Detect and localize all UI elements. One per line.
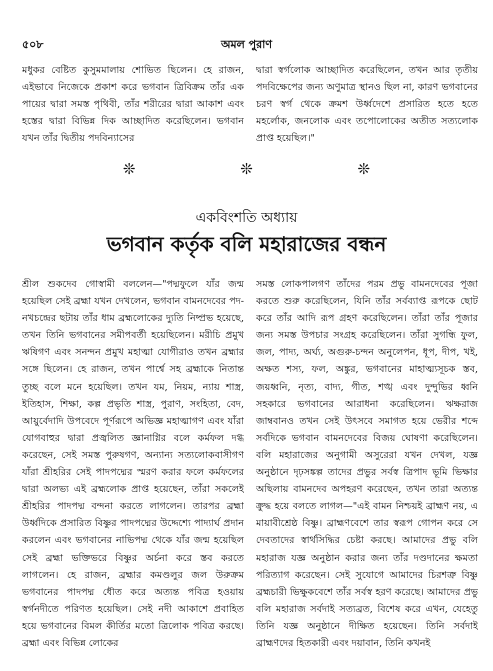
page-number: ৫০৮ xyxy=(22,38,44,51)
chapter-number: একবিংশতি অধ্যায় xyxy=(195,210,298,226)
page-header xyxy=(22,36,471,52)
body-right-column xyxy=(256,276,478,666)
body-left-column xyxy=(22,276,244,666)
chapter-title: ভগবান কর্তৃক বলি মহারাজের বন্ধন xyxy=(106,232,387,256)
section-divider: ❊ ❊ ❊ xyxy=(122,160,421,178)
top-left-column xyxy=(22,62,244,146)
running-title: অমল পুরাণ xyxy=(220,38,273,51)
top-left-paragraph: মধুকর বেষ্টিত কুসুমমালায় শোভিত ছিলেন। হে রাজন, এইভাবে নিজেকে প্রকাশ করে ভগবান ত্রিবিক্রম তাঁর এক পায়ের দ্বারা সমস্ত পৃথিবী, তাঁর শরীরের দ্বারা আকাশ এবং হস্তের দ্বারা বিভিন্ন দিক আচ্ছাদিত করেছিলেন। ভগবান যখন তাঁর দ্বিতীয় পদবিন্যাসের xyxy=(22,65,244,145)
top-right-column xyxy=(256,62,478,146)
body-right-paragraph: সমস্ত লোকপালগণ তাঁদের পরম প্রভু বামনদেবের পূজা করতে শুরু করেছিলেন, যিনি তাঁর সর্বব্যাপ্ত রূপকে ছোট করে তাঁর আদি রূপ গ্রহণ করেছিলেন। তাঁরা তাঁর পূজার জন্য সমস্ত উপচার সংগ্রহ করেছিলেন। তাঁরা সুগন্ধি ফুল, জল, পাদ্য, অর্ঘ্য, অগুরু-চন্দন অনুলেপন, ধূপ, দীপ, খই, অক্ষত শস্য, ফল, অঙ্কুর, ভগবানের মাহাত্ম্যসূচক স্তব, জয়ধ্বনি, নৃত্য, বাদ্য, গীত, শঙ্খ এবং দুন্দুভির ধ্বনি সহকারে ভগবানের আরাধনা করেছিলেন। ঋক্ষরাজ জাম্ববানও তখন সেই উৎসবে সমাগত হয়ে ভেরীর শব্দে সর্বদিকে ভগবান বামনদেবের বিজয় ঘোষণা করেছিলেন। বলি মহারাজের অনুগামী অসুরেরা যখন দেখল, যজ্ঞ অনুষ্ঠানে দৃঢ়সঙ্কল্প তাদের প্রভুর সর্বস্ব ত্রিপাদ ভূমি ভিক্ষার অছিলায় বামনদেব অপহরণ করেছেন, তখন তারা অত্যন্ত ক্রুদ্ধ হয়ে বলতে লাগল—"এই বামন নিশ্চয়ই ব্রাহ্মণ নয়, এ মায়াবীশ্রেষ্ঠ বিষ্ণু। ব্রাহ্মণবেশে তার স্বরূপ গোপন করে সে দেবতাদের স্বার্থসিদ্ধির চেষ্টা করছে। আমাদের প্রভু বলি মহারাজ যজ্ঞ অনুষ্ঠান করার জন্য তাঁর দণ্ডদানের ক্ষমতা পরিত্যাগ করেছেন। সেই সুযোগে আমাদের চিরশত্রু বিষ্ণু ব্রহ্মচারী ভিক্ষুকবেশে তাঁর সর্বস্ব হরণ করেছে। আমাদের প্রভু বলি মহারাজ সর্বদাই সত্যব্রত, বিশেষ করে এখন, যেহেতু তিনি যজ্ঞ অনুষ্ঠানে দীক্ষিত হয়েছেন। তিনি সর্বদাই ব্রাহ্মণদের হিতকারী এবং দয়াবান, তিনি কখনই xyxy=(256,279,478,649)
top-right-paragraph: দ্বারা স্বর্গলোক আচ্ছাদিত করেছিলেন, তখন আর তৃতীয় পদবিক্ষেপের জন্য অণুমাত্র স্থানও ছিল না, কারণ ভগবানের চরণ স্বর্গ থেকে ক্রমশ উর্ধ্বদেশে প্রসারিত হতে হতে মহর্লোক, জনলোক এবং তপোলোকের অতীত সত্যলোক প্রাপ্ত হয়েছিল।" xyxy=(256,65,478,145)
body-left-paragraph: শ্রীল শুকদেব গোস্বামী বললেন—"পদ্মফুলে যাঁর জন্ম হয়েছিল সেই ব্রহ্মা যখন দেখলেন, ভগবান বামনদেবের পদ-নখচন্দ্রের ছটায় তাঁর ধাম ব্রহ্মলোকের দ্যুতি নিষ্প্রভ হয়েছে, তখন তিনি ভগবানের সমীপবর্তী হয়েছিলেন। মরীচি প্রমুখ ঋষিগণ এবং সনন্দন প্রমুখ মহাত্মা যোগীরাও তখন ব্রহ্মার সঙ্গে ছিলেন। হে রাজন, তখন পার্শ্বে সহ ব্রহ্মাকে নিতান্ত তুচ্ছ বলে মনে হয়েছিল। তখন যম, নিয়ম, ন্যায় শাস্ত্র, ইতিহাস, শিক্ষা, কল্প প্রভৃতি শাস্ত্র, পুরাণ, সংহিতা, বেদ, আয়ুর্বেদাদি উপবেদে পূর্ণরূপে অভিজ্ঞ মহাত্মাগণ এবং যাঁরা যোগবাহুর দ্বারা প্রজ্বলিত জ্ঞানাগ্নির বলে কর্মফল দগ্ধ করেছেন, সেই সমস্ত পুরুষগণ, অন্যান্য সত্যলোকবাসীগণ যাঁরা শ্রীহরির সেই পাদপদ্মের স্মরণ করার ফলে কর্মফলের দ্বারা অলভ্য এই ব্রহ্মলোক প্রাপ্ত হয়েছেন, তাঁরা সকলেই শ্রীহরির পাদপদ্ম বন্দনা করতে লাগলেন। তারপর ব্রহ্মা উর্ধ্বদিকে প্রসারিত বিষ্ণুর পাদপদ্মের উদ্দেশ্যে পাদ্যার্ঘ প্রদান করলেন এবং ভগবানের নাভিপদ্ম থেকে যাঁর জন্ম হয়েছিল সেই ব্রহ্মা ভক্তিভরে বিষ্ণুর অর্চনা করে স্তব করতে লাগলেন। হে রাজন, ব্রহ্মার কমণ্ডলুর জল উরুক্রম ভগবানের পাদপদ্ম ধৌত করে অত্যন্ত পবিত্র হওয়ায় স্বর্গনদীতে পরিণত হয়েছিল। সেই নদী আকাশে প্রবাহিত হয়ে ভগবানের বিমল কীর্তির মতো ত্রিলোক পবিত্র করছে। ব্রহ্মা এবং বিভিন্ন লোকের xyxy=(22,279,244,649)
